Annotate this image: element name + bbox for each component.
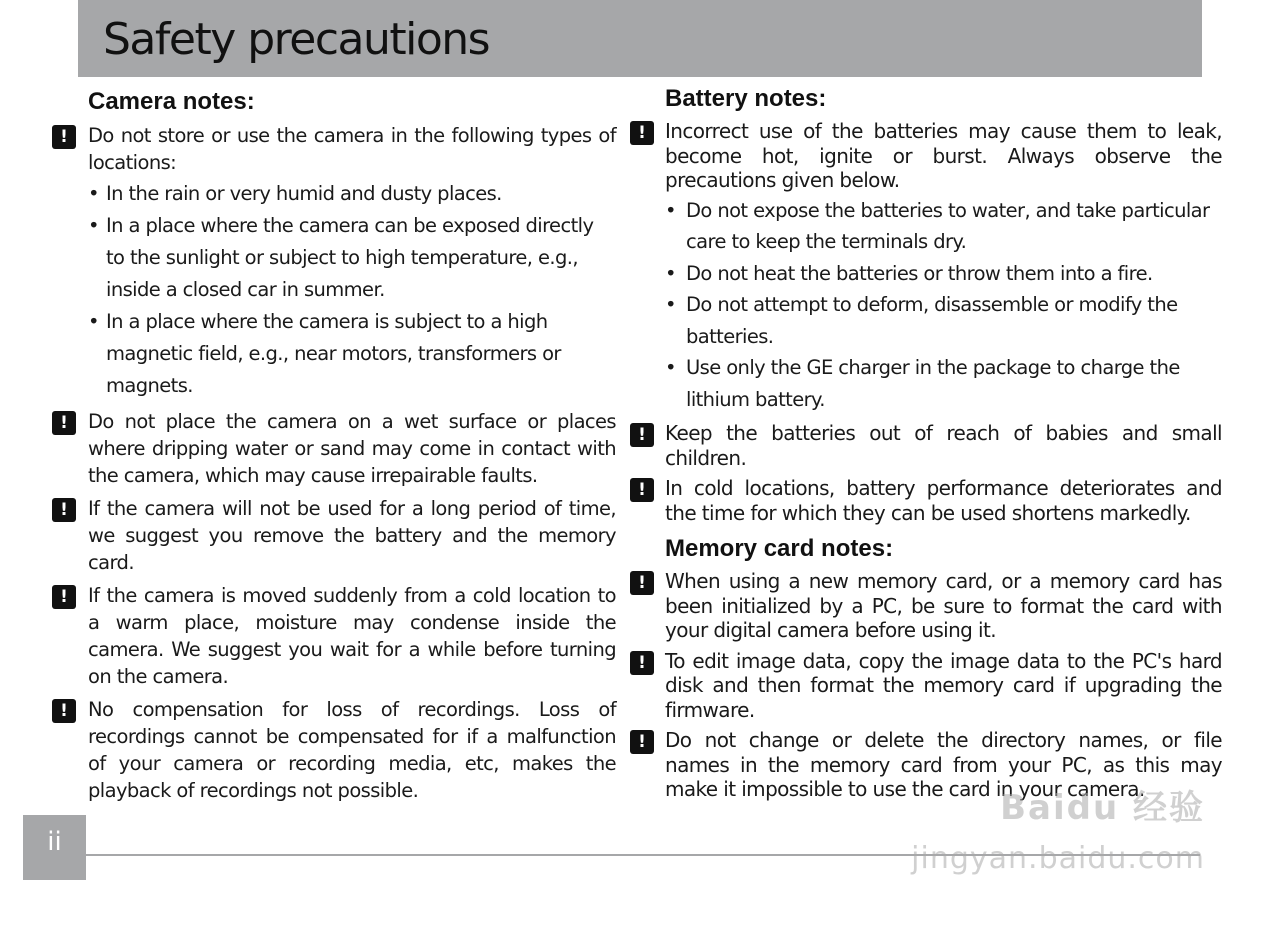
- note-text: Incorrect use of the batteries may cause them to leak, become hot, ignite or burst. Always observe the precautions given below.: [665, 119, 1222, 192]
- note-text: Do not place the camera on a wet surface or places where dripping water or sand may come in contact with the camera, which may cause irrepairable faults.: [88, 410, 616, 487]
- note-text: Keep the batteries out of reach of babies and small children.: [665, 421, 1222, 470]
- bullet-item: • In a place where the camera is subject to a high magnetic field, e.g., near motors, transformers or magnets.: [88, 306, 616, 402]
- exclamation-warning-icon: !: [52, 498, 76, 522]
- page-title: Safety precautions: [103, 14, 490, 65]
- bullet-list: [88, 178, 616, 402]
- bullet-item: • Use only the GE charger in the package to charge the lithium battery.: [665, 352, 1222, 415]
- note-text: If the camera is moved suddenly from a cold location to a warm place, moisture may condense inside the camera. We suggest you wait for a while before turning on the camera.: [88, 584, 616, 688]
- camera-note: [50, 696, 616, 804]
- camera-note: [50, 582, 616, 690]
- exclamation-warning-icon: !: [630, 651, 654, 675]
- note-text: In cold locations, battery performance deteriorates and the time for which they can be used shortens markedly.: [665, 476, 1222, 525]
- bullet-item: • Do not attempt to deform, disassemble or modify the batteries.: [665, 289, 1222, 352]
- battery-note: [630, 119, 1222, 415]
- battery-notes-heading: Battery notes:: [665, 85, 827, 112]
- exclamation-warning-icon: !: [52, 585, 76, 609]
- watermark: [905, 780, 1205, 876]
- battery-note: [630, 421, 1222, 470]
- memory-card-notes-heading: Memory card notes:: [665, 535, 894, 562]
- note-text: No compensation for loss of recordings. Loss of recordings cannot be compensated for if a malfunction of your camera or recording media, etc, makes the playback of recordings not possible.: [88, 698, 616, 802]
- exclamation-warning-icon: !: [52, 125, 76, 149]
- page-header: [78, 0, 1202, 77]
- bullet-item: • Do not expose the batteries to water, and take particular care to keep the terminals dry.: [665, 195, 1222, 258]
- bullet-item: • In a place where the camera can be exposed directly to the sunlight or subject to high temperature, e.g., inside a closed car in summer.: [88, 210, 616, 306]
- note-text: To edit image data, copy the image data to the PC's hard disk and then format the memory card if upgrading the firmware.: [665, 648, 1222, 722]
- camera-note: [50, 122, 616, 402]
- note-text: Do not store or use the camera in the following types of locations:: [88, 124, 616, 174]
- exclamation-warning-icon: !: [630, 121, 654, 145]
- bullet-item: • Do not heat the batteries or throw them into a fire.: [665, 258, 1222, 290]
- note-text: Do not change or delete the directory names, or file names in the memory card from your PC, as this may make it impossible to use the card in your camera.: [665, 728, 1222, 801]
- page-number: ii: [23, 815, 86, 880]
- camera-note: [50, 408, 616, 489]
- exclamation-warning-icon: !: [630, 478, 654, 502]
- memory-note: [630, 569, 1222, 643]
- memory-note: [630, 649, 1222, 723]
- bullet-item: • In the rain or very humid and dusty places.: [88, 178, 616, 210]
- note-text: If the camera will not be used for a long period of time, we suggest you remove the battery and the memory card.: [88, 497, 616, 574]
- battery-note: [630, 476, 1222, 525]
- exclamation-warning-icon: !: [630, 571, 654, 595]
- bullet-list: [665, 195, 1222, 416]
- exclamation-warning-icon: !: [630, 730, 654, 754]
- camera-notes-section: [50, 88, 616, 804]
- watermark-logo: Baidu 经验: [1000, 788, 1205, 828]
- exclamation-warning-icon: !: [52, 411, 76, 435]
- right-column: [630, 85, 1222, 802]
- exclamation-warning-icon: !: [52, 699, 76, 723]
- watermark-url: jingyan.baidu.com: [911, 841, 1205, 876]
- camera-notes-heading: Camera notes:: [88, 88, 255, 115]
- exclamation-warning-icon: !: [630, 423, 654, 447]
- note-text: When using a new memory card, or a memory card has been initialized by a PC, be sure to format the card with your digital camera before using it.: [665, 569, 1222, 642]
- camera-note: [50, 495, 616, 576]
